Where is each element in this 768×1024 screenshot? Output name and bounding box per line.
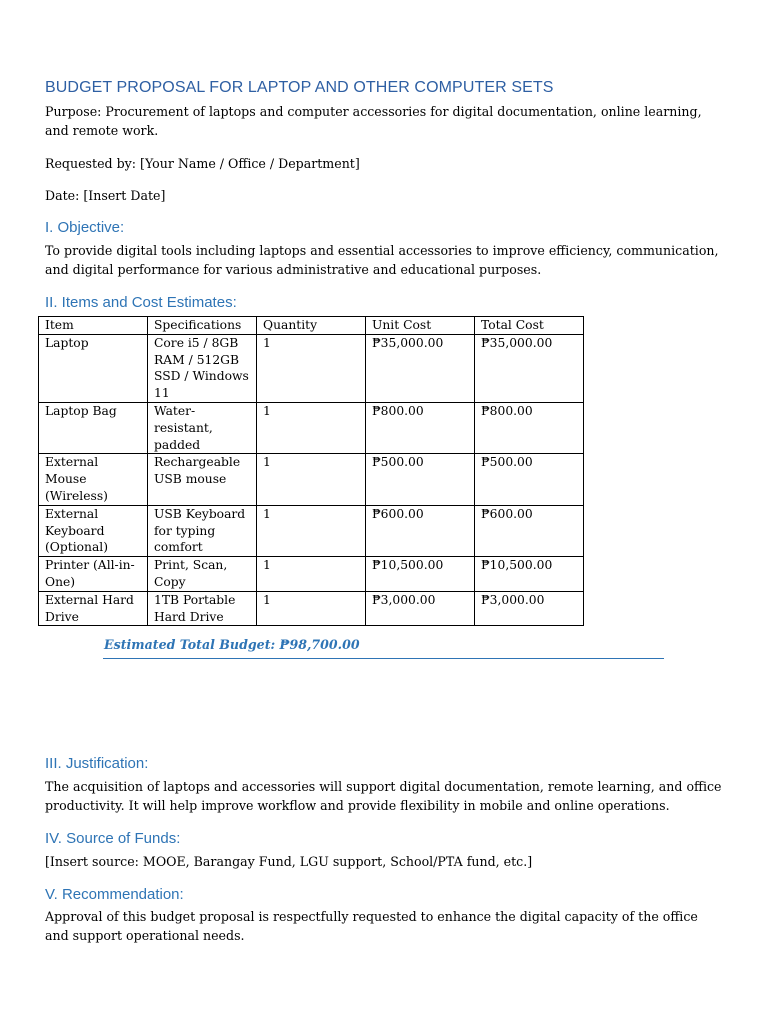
row-quantity: 1 [257, 334, 366, 402]
justification-heading: III. Justification: [45, 755, 149, 772]
row-specifications: 1TB Portable Hard Drive [148, 591, 257, 626]
row-quantity: 1 [257, 505, 366, 556]
header-specifications: Specifications [148, 317, 257, 335]
table-row [39, 505, 584, 556]
header-item: Item [39, 317, 148, 335]
row-total-cost: ₱600.00 [475, 505, 584, 556]
row-total-cost: ₱35,000.00 [475, 334, 584, 402]
date-text: Date: [Insert Date] [45, 188, 166, 203]
document-title: BUDGET PROPOSAL FOR LAPTOP AND OTHER COMPUTER SETS [45, 79, 554, 96]
row-unit-cost: ₱35,000.00 [366, 334, 475, 402]
purpose-text: Purpose: Procurement of laptops and computer accessories for digital documentation, online learning, and remote work. [45, 104, 702, 138]
row-item: External Keyboard (Optional) [39, 505, 148, 556]
row-total-cost: ₱500.00 [475, 454, 584, 505]
row-quantity: 1 [257, 454, 366, 505]
row-unit-cost: ₱3,000.00 [366, 591, 475, 626]
row-total-cost: ₱10,500.00 [475, 557, 584, 592]
row-specifications: Print, Scan, Copy [148, 557, 257, 592]
row-specifications: Core i5 / 8GB RAM / 512GB SSD / Windows 11 [148, 334, 257, 402]
row-item: Laptop Bag [39, 402, 148, 453]
requested-by-text: Requested by: [Your Name / Office / Department] [45, 156, 360, 171]
total-underline-divider [103, 658, 664, 659]
objective-text: To provide digital tools including laptops and essential accessories to improve efficiency, communication, and digital performance for various administrative and educational purposes. [45, 243, 719, 277]
row-item: Laptop [39, 334, 148, 402]
row-quantity: 1 [257, 557, 366, 592]
header-quantity: Quantity [257, 317, 366, 335]
table-header-row [39, 317, 584, 335]
header-unit-cost: Unit Cost [366, 317, 475, 335]
table-row [39, 591, 584, 626]
row-unit-cost: ₱800.00 [366, 402, 475, 453]
row-specifications: Water-resistant, padded [148, 402, 257, 453]
estimated-total-budget: Estimated Total Budget: ₱98,700.00 [104, 637, 360, 652]
header-total-cost: Total Cost [475, 317, 584, 335]
table-row [39, 454, 584, 505]
justification-text: The acquisition of laptops and accessories will support digital documentation, remote learning, and office productivity. It will help improve workflow and provide flexibility in mobile and online operations. [45, 779, 722, 813]
objective-heading: I. Objective: [45, 219, 125, 236]
row-unit-cost: ₱600.00 [366, 505, 475, 556]
row-item: External Hard Drive [39, 591, 148, 626]
recommendation-text: Approval of this budget proposal is respectfully requested to enhance the digital capacity of the office and support operational needs. [45, 909, 698, 943]
source-of-funds-heading: IV. Source of Funds: [45, 830, 181, 847]
table-row [39, 334, 584, 402]
row-unit-cost: ₱10,500.00 [366, 557, 475, 592]
table-row [39, 557, 584, 592]
row-unit-cost: ₱500.00 [366, 454, 475, 505]
recommendation-heading: V. Recommendation: [45, 886, 184, 903]
row-specifications: USB Keyboard for typing comfort [148, 505, 257, 556]
items-heading: II. Items and Cost Estimates: [45, 294, 237, 311]
source-of-funds-text: [Insert source: MOOE, Barangay Fund, LGU support, School/PTA fund, etc.] [45, 854, 533, 869]
row-total-cost: ₱800.00 [475, 402, 584, 453]
row-quantity: 1 [257, 591, 366, 626]
row-quantity: 1 [257, 402, 366, 453]
row-total-cost: ₱3,000.00 [475, 591, 584, 626]
row-item: External Mouse (Wireless) [39, 454, 148, 505]
table-row [39, 402, 584, 453]
row-specifications: Rechargeable USB mouse [148, 454, 257, 505]
items-cost-table [38, 316, 584, 626]
row-item: Printer (All-in-One) [39, 557, 148, 592]
